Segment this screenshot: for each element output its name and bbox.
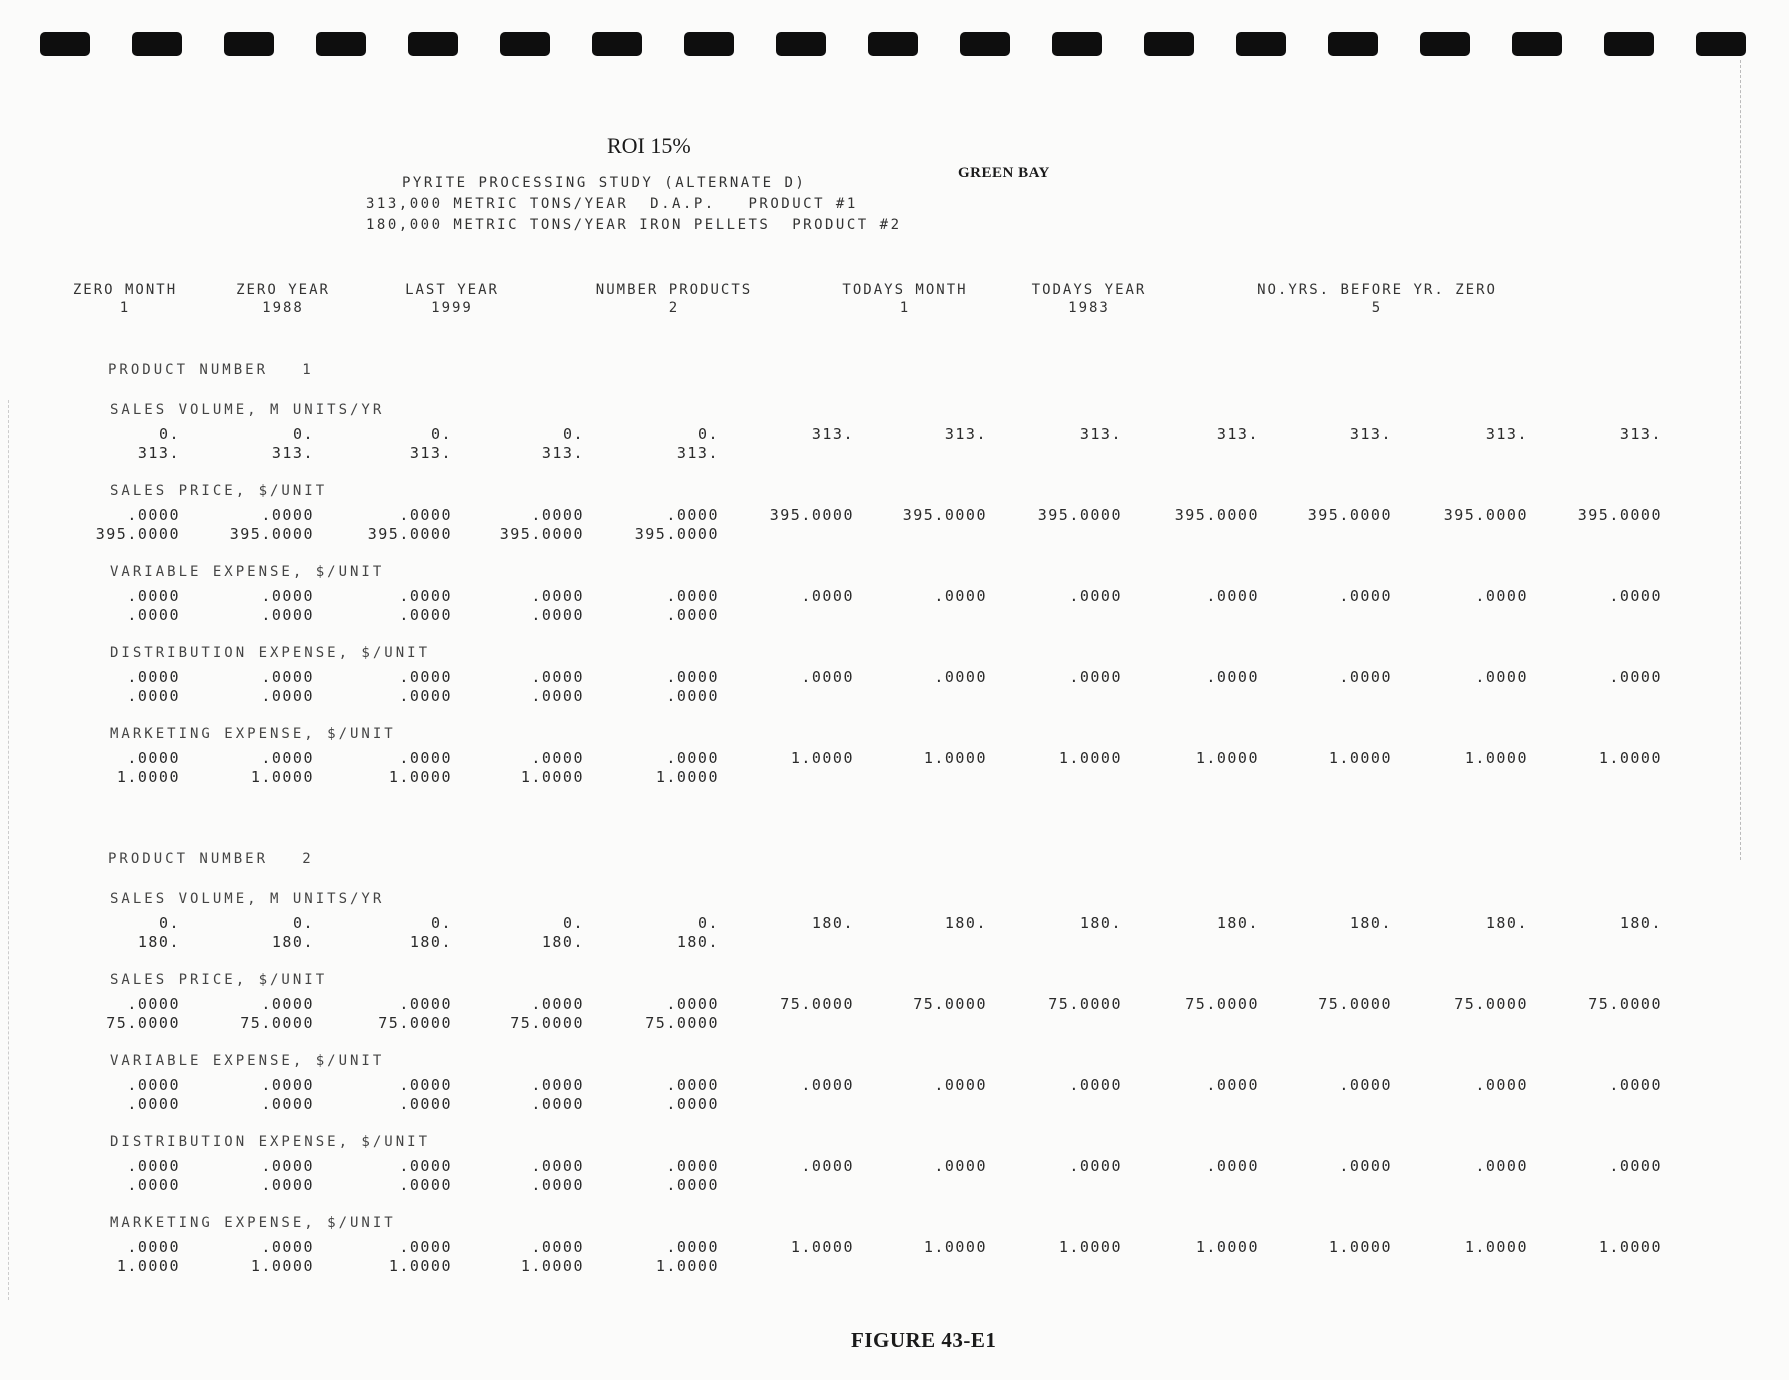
- value-cell: 1.0000: [1328, 1238, 1392, 1256]
- value-cell: .0000: [666, 1095, 719, 1113]
- value-cell: 1.0000: [1328, 749, 1392, 767]
- feed-hole: [1420, 32, 1470, 56]
- perforation-edge-left: [8, 400, 10, 1300]
- value-cell: 395.0000: [769, 506, 854, 524]
- parameter: [1257, 282, 1497, 316]
- value-cell: 1.0000: [116, 768, 180, 786]
- value-cell: .0000: [127, 1095, 180, 1113]
- parameter: [332, 282, 572, 316]
- product-1-description: 313,000 METRIC TONS/YEAR D.A.P. PRODUCT #1: [366, 196, 858, 212]
- value-cell: 1.0000: [790, 749, 854, 767]
- section-label: VARIABLE EXPENSE, $/UNIT: [110, 1053, 385, 1069]
- value-cell: .0000: [399, 1176, 452, 1194]
- parameter-label: ZERO YEAR: [236, 282, 330, 298]
- product-header: PRODUCT NUMBER 2: [108, 851, 314, 867]
- value-cell: 313.: [137, 444, 180, 462]
- value-cell: .0000: [531, 749, 584, 767]
- value-cell: .0000: [801, 1157, 854, 1175]
- value-cell: 0.: [562, 425, 584, 443]
- feed-hole: [1328, 32, 1378, 56]
- value-cell: .0000: [261, 995, 314, 1013]
- value-cell: 75.0000: [1185, 995, 1259, 1013]
- parameter-label: TODAYS MONTH: [842, 282, 968, 298]
- roi-label: ROI 15%: [607, 133, 691, 158]
- value-cell: .0000: [1609, 587, 1662, 605]
- value-cell: .0000: [399, 995, 452, 1013]
- value-cell: 75.0000: [1048, 995, 1122, 1013]
- value-cell: 1.0000: [1058, 1238, 1122, 1256]
- value-cell: 313.: [676, 444, 719, 462]
- value-cell: 395.0000: [1174, 506, 1259, 524]
- value-cell: .0000: [531, 506, 584, 524]
- value-cell: 0.: [430, 914, 452, 932]
- parameter-label: ZERO MONTH: [72, 282, 178, 298]
- value-cell: .0000: [1609, 1076, 1662, 1094]
- value-cell: .0000: [934, 1157, 987, 1175]
- value-cell: 75.0000: [645, 1014, 719, 1032]
- parameter-label: NO.YRS. BEFORE YR. ZERO: [1257, 282, 1497, 298]
- value-cell: .0000: [1069, 1157, 1122, 1175]
- value-cell: 180.: [1216, 914, 1259, 932]
- parameter-value: 1999: [431, 300, 473, 316]
- value-cell: 75.0000: [510, 1014, 584, 1032]
- value-cell: .0000: [666, 687, 719, 705]
- value-cell: .0000: [666, 1238, 719, 1256]
- parameter-value: 1: [899, 300, 911, 316]
- value-cell: .0000: [261, 1157, 314, 1175]
- value-cell: .0000: [934, 587, 987, 605]
- value-cell: .0000: [666, 1176, 719, 1194]
- feed-hole: [1604, 32, 1654, 56]
- value-cell: .0000: [261, 506, 314, 524]
- parameter-value: 1983: [1068, 300, 1110, 316]
- value-cell: .0000: [1069, 1076, 1122, 1094]
- location-label: GREEN BAY: [958, 165, 1050, 181]
- value-cell: 313.: [1079, 425, 1122, 443]
- value-cell: .0000: [1206, 587, 1259, 605]
- value-cell: 1.0000: [1598, 749, 1662, 767]
- value-cell: 1.0000: [116, 1257, 180, 1275]
- value-cell: .0000: [1069, 587, 1122, 605]
- section-label: MARKETING EXPENSE, $/UNIT: [110, 1215, 396, 1231]
- value-cell: .0000: [666, 587, 719, 605]
- feed-hole: [224, 32, 274, 56]
- value-cell: 75.0000: [780, 995, 854, 1013]
- value-cell: 180.: [1349, 914, 1392, 932]
- parameter: [554, 282, 794, 316]
- value-cell: .0000: [1339, 587, 1392, 605]
- value-cell: .0000: [261, 687, 314, 705]
- value-cell: .0000: [666, 506, 719, 524]
- value-cell: .0000: [399, 1157, 452, 1175]
- value-cell: 1.0000: [1195, 1238, 1259, 1256]
- value-cell: .0000: [801, 668, 854, 686]
- value-cell: 180.: [1619, 914, 1662, 932]
- section-label: SALES PRICE, $/UNIT: [110, 972, 328, 988]
- value-cell: .0000: [666, 749, 719, 767]
- value-cell: .0000: [1339, 1157, 1392, 1175]
- value-cell: 395.0000: [1307, 506, 1392, 524]
- value-cell: .0000: [261, 1095, 314, 1113]
- value-cell: 0.: [430, 425, 452, 443]
- parameter-value: 2: [668, 300, 680, 316]
- value-cell: 0.: [158, 425, 180, 443]
- value-cell: 180.: [944, 914, 987, 932]
- feed-hole: [776, 32, 826, 56]
- feed-hole: [1696, 32, 1746, 56]
- value-cell: .0000: [399, 506, 452, 524]
- value-cell: 180.: [137, 933, 180, 951]
- value-cell: .0000: [399, 749, 452, 767]
- feed-hole: [132, 32, 182, 56]
- feed-hole: [1144, 32, 1194, 56]
- value-cell: .0000: [531, 1095, 584, 1113]
- value-cell: 0.: [292, 914, 314, 932]
- value-cell: .0000: [666, 606, 719, 624]
- value-cell: .0000: [399, 1238, 452, 1256]
- value-cell: 395.0000: [634, 525, 719, 543]
- value-cell: 1.0000: [520, 768, 584, 786]
- value-cell: 313.: [1216, 425, 1259, 443]
- value-cell: 1.0000: [790, 1238, 854, 1256]
- value-cell: .0000: [531, 1176, 584, 1194]
- parameter-value: 5: [1371, 300, 1383, 316]
- product-2-description: 180,000 METRIC TONS/YEAR IRON PELLETS PRODUCT #2: [366, 217, 902, 233]
- value-cell: .0000: [1206, 1157, 1259, 1175]
- value-cell: .0000: [801, 1076, 854, 1094]
- value-cell: .0000: [261, 1076, 314, 1094]
- feed-hole: [1236, 32, 1286, 56]
- value-cell: 180.: [541, 933, 584, 951]
- value-cell: 180.: [1485, 914, 1528, 932]
- value-cell: .0000: [399, 668, 452, 686]
- value-cell: 1.0000: [655, 768, 719, 786]
- value-cell: .0000: [531, 668, 584, 686]
- value-cell: 395.0000: [1037, 506, 1122, 524]
- value-cell: 0.: [697, 425, 719, 443]
- value-cell: 75.0000: [1588, 995, 1662, 1013]
- parameter-label: NUMBER PRODUCTS: [595, 282, 753, 298]
- product-header: PRODUCT NUMBER 1: [108, 362, 314, 378]
- value-cell: .0000: [531, 1238, 584, 1256]
- value-cell: 0.: [292, 425, 314, 443]
- value-cell: .0000: [1206, 1076, 1259, 1094]
- parameter-label: LAST YEAR: [405, 282, 499, 298]
- value-cell: 1.0000: [655, 1257, 719, 1275]
- value-cell: 0.: [158, 914, 180, 932]
- value-cell: 313.: [1349, 425, 1392, 443]
- value-cell: .0000: [127, 606, 180, 624]
- value-cell: .0000: [1475, 1076, 1528, 1094]
- value-cell: .0000: [531, 1076, 584, 1094]
- value-cell: 75.0000: [378, 1014, 452, 1032]
- value-cell: .0000: [1475, 668, 1528, 686]
- value-cell: 395.0000: [367, 525, 452, 543]
- value-cell: 313.: [541, 444, 584, 462]
- value-cell: .0000: [531, 587, 584, 605]
- section-label: SALES VOLUME, M UNITS/YR: [110, 891, 385, 907]
- value-cell: .0000: [127, 1076, 180, 1094]
- value-cell: .0000: [1069, 668, 1122, 686]
- feed-hole: [960, 32, 1010, 56]
- value-cell: 395.0000: [1443, 506, 1528, 524]
- value-cell: .0000: [261, 1176, 314, 1194]
- section-label: VARIABLE EXPENSE, $/UNIT: [110, 564, 385, 580]
- value-cell: .0000: [934, 1076, 987, 1094]
- value-cell: .0000: [399, 1095, 452, 1113]
- value-cell: 180.: [409, 933, 452, 951]
- value-cell: .0000: [261, 587, 314, 605]
- value-cell: 395.0000: [902, 506, 987, 524]
- value-cell: 313.: [1619, 425, 1662, 443]
- value-cell: .0000: [399, 606, 452, 624]
- tractor-feed-holes: [0, 32, 1789, 58]
- section-label: SALES PRICE, $/UNIT: [110, 483, 328, 499]
- value-cell: 1.0000: [923, 749, 987, 767]
- value-cell: 1.0000: [1598, 1238, 1662, 1256]
- value-cell: 313.: [1485, 425, 1528, 443]
- feed-hole: [500, 32, 550, 56]
- value-cell: .0000: [127, 687, 180, 705]
- value-cell: .0000: [399, 1076, 452, 1094]
- value-cell: .0000: [666, 995, 719, 1013]
- value-cell: 1.0000: [388, 1257, 452, 1275]
- value-cell: 313.: [271, 444, 314, 462]
- value-cell: .0000: [261, 1238, 314, 1256]
- value-cell: 395.0000: [229, 525, 314, 543]
- perforation-edge-right: [1739, 60, 1741, 860]
- value-cell: .0000: [1339, 1076, 1392, 1094]
- value-cell: .0000: [1206, 668, 1259, 686]
- value-cell: .0000: [1609, 1157, 1662, 1175]
- value-cell: 75.0000: [240, 1014, 314, 1032]
- value-cell: .0000: [531, 1157, 584, 1175]
- figure-caption: FIGURE 43-E1: [851, 1328, 997, 1352]
- value-cell: .0000: [801, 587, 854, 605]
- value-cell: .0000: [127, 749, 180, 767]
- value-cell: 0.: [697, 914, 719, 932]
- value-cell: 1.0000: [520, 1257, 584, 1275]
- value-cell: .0000: [666, 1157, 719, 1175]
- value-cell: .0000: [127, 1157, 180, 1175]
- value-cell: 1.0000: [250, 1257, 314, 1275]
- value-cell: .0000: [1609, 668, 1662, 686]
- value-cell: .0000: [261, 749, 314, 767]
- value-cell: 1.0000: [1058, 749, 1122, 767]
- parameter-value: 1: [119, 300, 131, 316]
- value-cell: 75.0000: [1454, 995, 1528, 1013]
- value-cell: .0000: [531, 995, 584, 1013]
- parameter-value: 1988: [262, 300, 304, 316]
- parameter-label: TODAYS YEAR: [1031, 282, 1147, 298]
- feed-hole: [868, 32, 918, 56]
- section-label: DISTRIBUTION EXPENSE, $/UNIT: [110, 645, 431, 661]
- value-cell: 395.0000: [499, 525, 584, 543]
- parameter: [969, 282, 1209, 316]
- value-cell: .0000: [399, 687, 452, 705]
- value-cell: .0000: [666, 1076, 719, 1094]
- value-cell: 180.: [1079, 914, 1122, 932]
- value-cell: .0000: [934, 668, 987, 686]
- value-cell: .0000: [261, 668, 314, 686]
- value-cell: .0000: [127, 587, 180, 605]
- feed-hole: [316, 32, 366, 56]
- value-cell: 395.0000: [1577, 506, 1662, 524]
- value-cell: .0000: [127, 995, 180, 1013]
- value-cell: .0000: [1475, 1157, 1528, 1175]
- value-cell: .0000: [127, 1238, 180, 1256]
- study-title: PYRITE PROCESSING STUDY (ALTERNATE D): [402, 175, 807, 191]
- value-cell: 1.0000: [1195, 749, 1259, 767]
- value-cell: 1.0000: [1464, 749, 1528, 767]
- feed-hole: [684, 32, 734, 56]
- value-cell: 1.0000: [388, 768, 452, 786]
- value-cell: .0000: [127, 1176, 180, 1194]
- value-cell: 75.0000: [913, 995, 987, 1013]
- value-cell: .0000: [1339, 668, 1392, 686]
- value-cell: .0000: [531, 687, 584, 705]
- value-cell: 1.0000: [923, 1238, 987, 1256]
- section-label: DISTRIBUTION EXPENSE, $/UNIT: [110, 1134, 431, 1150]
- value-cell: .0000: [127, 668, 180, 686]
- value-cell: 180.: [271, 933, 314, 951]
- value-cell: 313.: [811, 425, 854, 443]
- section-label: MARKETING EXPENSE, $/UNIT: [110, 726, 396, 742]
- value-cell: .0000: [1475, 587, 1528, 605]
- feed-hole: [1512, 32, 1562, 56]
- value-cell: 395.0000: [95, 525, 180, 543]
- value-cell: 75.0000: [1318, 995, 1392, 1013]
- feed-hole: [592, 32, 642, 56]
- value-cell: 180.: [676, 933, 719, 951]
- value-cell: .0000: [399, 587, 452, 605]
- feed-hole: [40, 32, 90, 56]
- value-cell: .0000: [531, 606, 584, 624]
- value-cell: 180.: [811, 914, 854, 932]
- value-cell: 313.: [944, 425, 987, 443]
- value-cell: 1.0000: [250, 768, 314, 786]
- value-cell: 75.0000: [106, 1014, 180, 1032]
- value-cell: .0000: [666, 668, 719, 686]
- feed-hole: [1052, 32, 1102, 56]
- value-cell: 313.: [409, 444, 452, 462]
- feed-hole: [408, 32, 458, 56]
- value-cell: .0000: [127, 506, 180, 524]
- value-cell: 0.: [562, 914, 584, 932]
- value-cell: 1.0000: [1464, 1238, 1528, 1256]
- value-cell: .0000: [261, 606, 314, 624]
- section-label: SALES VOLUME, M UNITS/YR: [110, 402, 385, 418]
